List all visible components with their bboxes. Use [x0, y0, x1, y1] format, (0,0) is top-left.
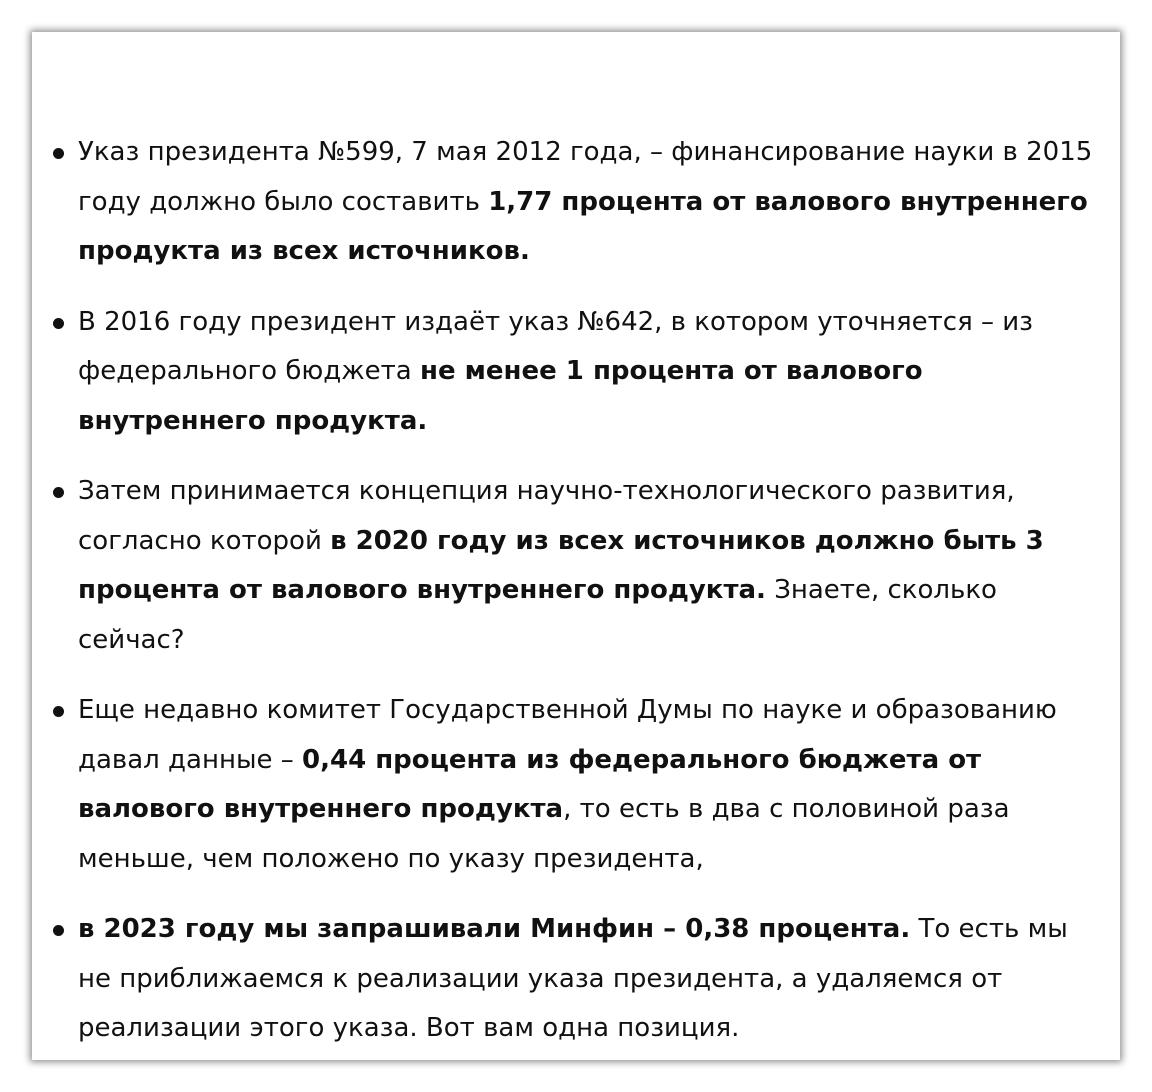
item-text-tail: , то есть в два с половиной раза меньше, чем положено по указу президента, [78, 794, 1010, 874]
item-text: Указ президента №599, 7 мая 2012 года, – финансирование науки в 2015 году должно было составить [78, 137, 1093, 217]
item-text-tail: То есть мы не приближаемся к реализации указа президента, а удаляемся от реализации этого указа. Вот вам одна позиция. [78, 914, 1068, 1043]
bullet-icon [53, 706, 64, 717]
item-bold-text: не менее 1 процента от валового внутреннего продукта. [78, 356, 923, 436]
item-bold-text: в 2023 году мы запрашивали Минфин – 0,38 процента. [78, 914, 911, 944]
bullet-icon [53, 487, 64, 498]
item-bold-text: 1,77 процента от валового внутреннего продукта из всех источников. [78, 186, 1088, 266]
bullet-list [78, 128, 1108, 1075]
item-bold-text: в 2020 году из всех источников должно быть 3 процента от валового внутреннего продукта. [78, 525, 1044, 605]
bullet-icon [53, 148, 64, 159]
list-item [78, 298, 1108, 447]
list-item [78, 905, 1108, 1054]
item-bold-text: 0,44 процента из федерального бюджета от валового внутреннего продукта [78, 744, 982, 824]
list-item [78, 467, 1108, 665]
item-text: В 2016 году президент издаёт указ №642, в котором уточняется – из федерального бюджета [78, 306, 1033, 386]
item-text-tail: Знаете, сколько сейчас? [78, 575, 997, 655]
bullet-icon [53, 925, 64, 936]
list-item [78, 128, 1108, 277]
list-item [78, 686, 1108, 884]
item-text: Еще недавно комитет Государственной Думы по науке и образованию давал данные – [78, 695, 1057, 775]
item-text: Затем принимается концепция научно-технологического развития, согласно которой [78, 476, 1015, 556]
bullet-icon [53, 318, 64, 329]
document-card [32, 32, 1120, 1060]
